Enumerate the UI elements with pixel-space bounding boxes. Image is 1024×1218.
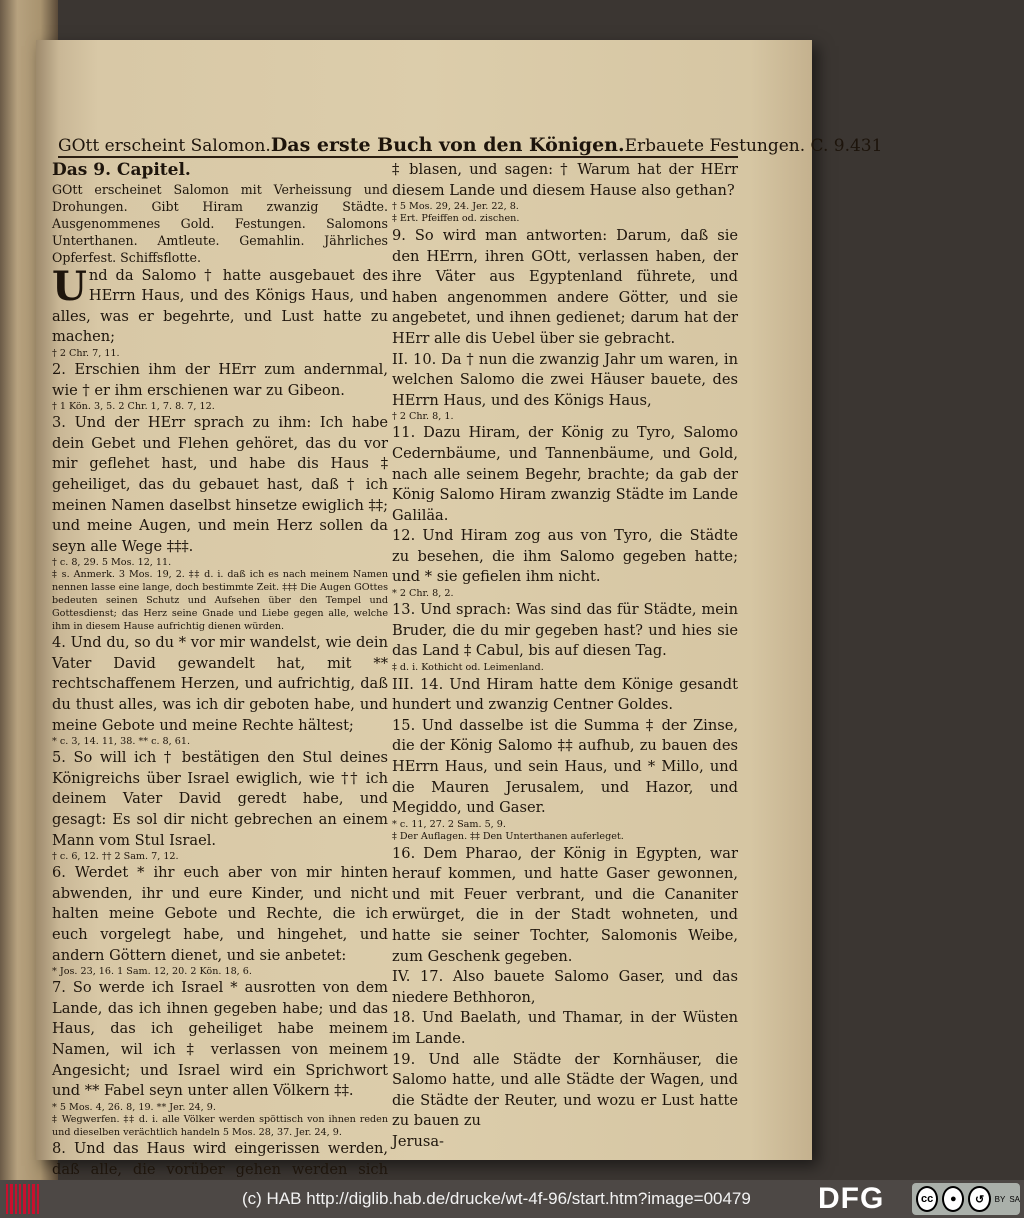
header-left: GOtt erscheint Salomon. — [58, 136, 271, 156]
verse-8-reference: † 5 Mos. 29, 24. Jer. 22, 8. — [392, 201, 519, 213]
verse-13-footnote: ‡ d. i. Kothicht od. Leimenland. — [392, 661, 544, 673]
catchword: Jerusa- — [392, 1132, 444, 1150]
chapter-summary: GOtt erscheinet Salomon mit Verheissung und Drohungen. Gibt Hiram zwanzig Städte. Ausgenommenes Gold. Festungen. Salomons Unterthanen. Amtleute. Gemahlin. Jährliches Opferfest. Schiffsflotte. — [52, 181, 388, 265]
verse-10-reference: † 2 Chr. 8, 1. — [392, 411, 454, 423]
verse-7-reference: * 5 Mos. 4, 26. 8, 19. ** Jer. 24, 9. — [52, 1101, 216, 1113]
share-alike-icon: ↺ — [968, 1186, 990, 1212]
verse-4: 4. Und du, so du * vor mir wandelst, wie dein Vater David gewandelt hat, mit ** rechtschaffenem Herzen, und aufrichtig, daß du thust alles, was ich dir geboten habe, und meine Gebote und meine Rechte hältest; — [52, 634, 388, 734]
verse-11: 11. Dazu Hiram, der König zu Tyro, Salomo Cedernbäume, und Tannenbäume, und Gold, nach alle seinem Begehr, brachte; da gab der König Salomo Hiram zwanzig Städte im Lande Galiläa. — [392, 424, 738, 524]
by-label: BY — [994, 1194, 1006, 1204]
sa-label: SA — [1009, 1194, 1020, 1204]
header-center: Das erste Buch von den Königen. — [270, 134, 625, 156]
verse-10: II. 10. Da † nun die zwanzig Jahr um waren, in welchen Salomo die zwei Häuser bauete, des HErrn Haus, und des Königs Haus, — [392, 350, 738, 409]
drop-capital: U — [52, 262, 87, 310]
verse-2-reference: † 1 Kön. 3, 5. 2 Chr. 1, 7. 8. 7, 12. — [52, 401, 215, 413]
by-attribution-icon: ● — [942, 1186, 964, 1212]
verse-8-footnote: ‡ Ert. Pfeiffen od. zischen. — [392, 213, 520, 225]
verse-18: 18. Und Baelath, und Thamar, in der Wüsten im Lande. — [392, 1009, 738, 1047]
verse-8-continued: ‡ blasen, und sagen: † Warum hat der HErr diesem Lande und diesem Hause also gethan? — [392, 161, 738, 199]
right-column — [392, 160, 738, 1153]
verse-1 — [52, 262, 388, 348]
source-credit-link[interactable]: (c) HAB http://diglib.hab.de/drucke/wt-4f-96/start.htm?image=00479 — [242, 1189, 751, 1208]
verse-15: 15. Und dasselbe ist die Summa ‡ der Zinse, die der König Salomo ‡‡ aufhub, zu bauen des HErrn Haus, und sein Haus, und * Millo, und die Mauren Jerusalem, und Hazor, und Megiddo, und Gaser. — [392, 716, 738, 817]
verse-4-reference: * c. 3, 14. 11, 38. ** c. 8, 61. — [52, 736, 191, 748]
verse-15-footnotes: ‡ Der Auflagen. ‡‡ Den Unterthanen auferleget. — [392, 830, 624, 842]
viewer-footer — [0, 1180, 1024, 1218]
verse-16: 16. Dem Pharao, der König in Egypten, war herauf kommen, und hatte Gaser gewonnen, und mit Feuer verbrant, und die Cananiter erwürget, die in der Stadt wohneten, und hatte sie seiner Tochter, Salomonis Weibe, zum Geschenk gegeben. — [392, 844, 738, 965]
dfg-logo: DFG — [818, 1182, 885, 1215]
verse-6: 6. Werdet * ihr euch aber von mir hinten abwenden, ihr und eure Kinder, und nicht halten meine Gebote und Rechte, die ich euch vorgelegt habe, und hingehet, und andern Göttern dienet, und sie anbetet: — [52, 864, 388, 964]
verse-12-reference: * 2 Chr. 8, 2. — [392, 588, 454, 600]
verse-9: 9. So wird man antworten: Darum, daß sie den HErrn, ihren GOtt, verlassen haben, der ihre Väter aus Egyptenland führete, und haben angenommen andere Götter, und sie angebetet, und ihnen gedienet; darum hat der HErr alle dis Uebel über sie gebracht. — [392, 226, 738, 347]
verse-13: 13. Und sprach: Was sind das für Städte, mein Bruder, die du mir gegeben hast? und hies sie das Land ‡ Cabul, bis auf diesen Tag. — [392, 601, 738, 660]
verse-12: 12. Und Hiram zog aus von Tyro, die Städte zu besehen, die ihm Salomo gegeben hatte; und * sie gefielen ihm nicht. — [392, 527, 738, 586]
verse-3-reference: † c. 8, 29. 5 Mos. 12, 11. — [52, 557, 172, 569]
page-number: 431 — [849, 136, 883, 156]
verse-8: 8. Und das Haus wird eingerissen werden, daß alle, die vorüber gehen werden sich — [52, 1140, 388, 1178]
verse-7-footnotes: ‡ Wegwerfen. ‡‡ d. i. alle Völker werden spöttisch von ihnen reden und dieselben verächtlich handeln 5 Mos. 28, 37. Jer. 24, 9. — [52, 1113, 388, 1138]
verse-1-text: nd da Salomo † hatte ausgebauet des HErrn Haus, und des Königs Haus, und alles, was er begehrte, und Lust hatte zu machen; — [52, 266, 388, 346]
verse-6-reference: * Jos. 23, 16. 1 Sam. 12, 20. 2 Kön. 18, 6. — [52, 966, 252, 978]
verse-7: 7. So werde ich Israel * ausrotten von dem Lande, das ich ihnen gegeben habe; und das Haus, das ich geheiliget habe meinem Namen, wil ich ‡ verlassen von meinem Angesicht; und Israel wird ein Sprichwort und ** Fabel seyn unter allen Völkern ‡‡. — [52, 979, 388, 1100]
verse-17: IV. 17. Also bauete Salomo Gaser, und das niedere Bethhoron, — [392, 968, 738, 1006]
left-column — [52, 160, 388, 1201]
header-right: Erbauete Festungen. C. 9. — [624, 136, 850, 156]
verse-2: 2. Erschien ihm der HErr zum andernmal, wie † er ihm erschienen war zu Gibeon. — [52, 360, 388, 399]
chapter-title: Das 9. Capitel. — [52, 160, 191, 180]
cc-icon: cc — [916, 1186, 938, 1212]
running-header — [58, 128, 883, 158]
verse-5: 5. So will ich † bestätigen den Stul deines Königreichs über Israel ewiglich, wie †† ich deinem Vater David geredt habe, und gesagt: Es sol dir nicht gebrechen an einem Mann vom Stul Israel. — [52, 749, 388, 849]
verse-14: III. 14. Und Hiram hatte dem Könige gesandt hundert und zwanzig Centner Goldes. — [392, 675, 738, 714]
verse-5-reference: † c. 6, 12. †† 2 Sam. 7, 12. — [52, 851, 179, 863]
cc-license-badge[interactable] — [912, 1183, 1020, 1215]
verse-3-footnotes: ‡ s. Anmerk. 3 Mos. 19, 2. ‡‡ d. i. daß ich es nach meinem Namen nennen lasse eine lange, doch bestimmte Zeit. ‡‡‡ Die Augen GOttes bedeuten seinen Schutz und Aufsehen über den Tempel und Gottesdienst; das Herz seine Gnade und Liebe gegen alle, welche ihm in diesem Hause aufrichtig dienen würden. — [52, 569, 388, 632]
verse-15-reference: * c. 11, 27. 2 Sam. 5, 9. — [392, 818, 506, 830]
hab-logo-icon — [6, 1184, 40, 1214]
verse-19: 19. Und alle Städte der Kornhäuser, die Salomo hatte, und alle Städte der Wagen, und die Städte der Reuter, und wozu er Lust hatte zu bauen zu — [392, 1050, 738, 1130]
verse-1-reference: † 2 Chr. 7, 11. — [52, 347, 120, 359]
verse-3: 3. Und der HErr sprach zu ihm: Ich habe dein Gebet und Flehen gehöret, das du vor mir geflehet hast, und habe dis Haus ‡ geheiliget, das du gebauet hast, daß † ich meinen Namen daselbst hinsetze ewiglich ‡‡; und meine Augen, und mein Herz sollen da seyn alle Wege ‡‡‡. — [52, 414, 388, 555]
